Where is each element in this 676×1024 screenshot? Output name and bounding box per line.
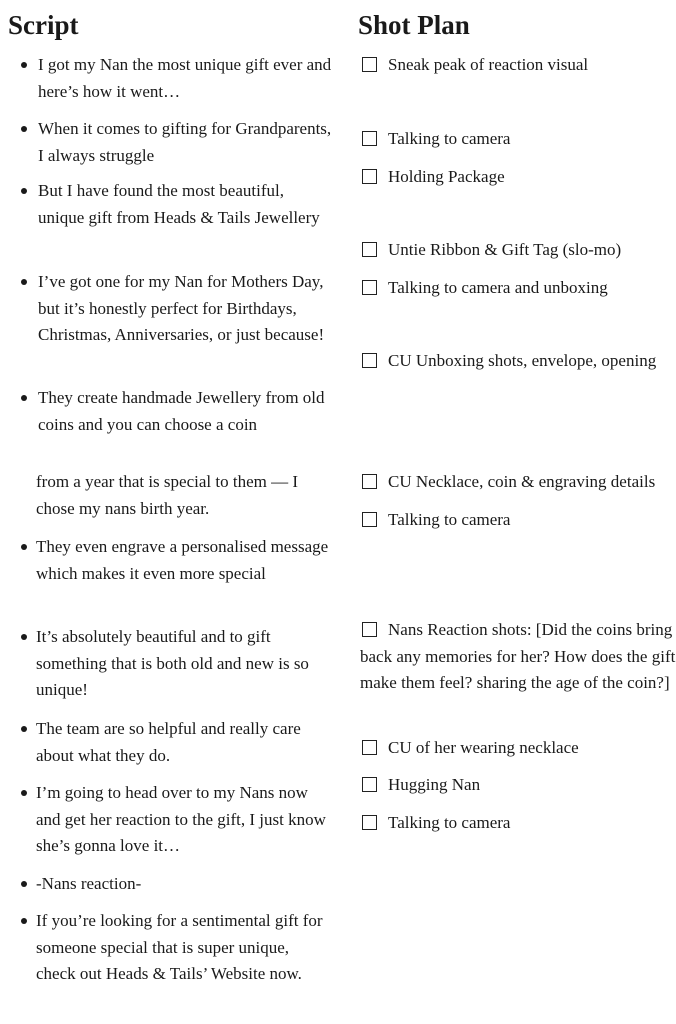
script-item: But I have found the most beautiful, unique gift from Heads & Tails Jewellery [38,178,334,231]
shot-item-label: CU Unboxing shots, envelope, opening [388,351,657,370]
checkbox-empty-icon[interactable] [362,169,377,184]
shot-item [362,810,676,837]
shot-item [362,469,676,496]
checkbox-empty-icon[interactable] [362,512,377,527]
shot-item [362,52,676,79]
script-item: I’m going to head over to my Nans now and get her reaction to the gift, I just know she’s gonna love it… [36,780,332,860]
shot-item [362,275,676,302]
shot-item-label: Talking to camera [388,510,511,529]
checkbox-empty-icon[interactable] [362,740,377,755]
script-item: I got my Nan the most unique gift ever and here’s how it went… [38,52,334,105]
shot-item [362,507,676,534]
checkbox-empty-icon[interactable] [362,242,377,257]
shot-item-label: Hugging Nan [388,775,481,794]
script-item: When it comes to gifting for Grandparents, I always struggle [38,116,334,169]
shot-item-label: CU of her wearing necklace [388,738,579,757]
checkbox-empty-icon[interactable] [362,815,377,830]
script-item: The team are so helpful and really care about what they do. [36,716,332,769]
shot-item [362,237,676,264]
script-item: It’s absolutely beautiful and to gift something that is both old and new is so unique! [36,624,332,704]
shot-item-label: Nans Reaction shots: [Did the coins bring back any memories for her? How does the gift make them feel? sharing the age of the coin?] [360,620,676,692]
shot-item-label: Talking to camera and unboxing [388,278,608,297]
script-item: I’ve got one for my Nan for Mothers Day, but it’s honestly perfect for Birthdays, Christmas, Anniversaries, or just because! [38,269,334,349]
shot-item-label: Talking to camera [388,813,511,832]
shot-plan-heading: Shot Plan [358,10,470,40]
checkbox-empty-icon[interactable] [362,280,377,295]
script-item-continued: from a year that is special to them — I chose my nans birth year. [36,472,298,518]
shot-item [360,617,676,697]
checkbox-empty-icon[interactable] [362,131,377,146]
shot-item [362,735,676,762]
script-heading: Script [8,10,79,40]
shot-item [362,164,676,191]
script-item: If you’re looking for a sentimental gift for someone special that is super unique, check out Heads & Tails’ Website now. [36,908,332,988]
script-item: They create handmade Jewellery from old coins and you can choose a coin [38,385,334,438]
shot-item [362,772,676,799]
shot-item-label: Talking to camera [388,129,511,148]
script-item: They even engrave a personalised message which makes it even more special [36,534,332,587]
script-item: -Nans reaction- [36,871,332,898]
checkbox-empty-icon[interactable] [362,57,377,72]
checkbox-empty-icon[interactable] [362,353,377,368]
shot-item-label: Untie Ribbon & Gift Tag (slo-mo) [388,240,622,259]
shot-item-label: Sneak peak of reaction visual [388,55,589,74]
shot-item [362,126,676,153]
shot-item-label: Holding Package [388,167,505,186]
checkbox-empty-icon[interactable] [362,474,377,489]
shot-item [362,348,676,375]
checkbox-empty-icon[interactable] [362,622,377,637]
checkbox-empty-icon[interactable] [362,777,377,792]
shot-item-label: CU Necklace, coin & engraving details [388,472,656,491]
